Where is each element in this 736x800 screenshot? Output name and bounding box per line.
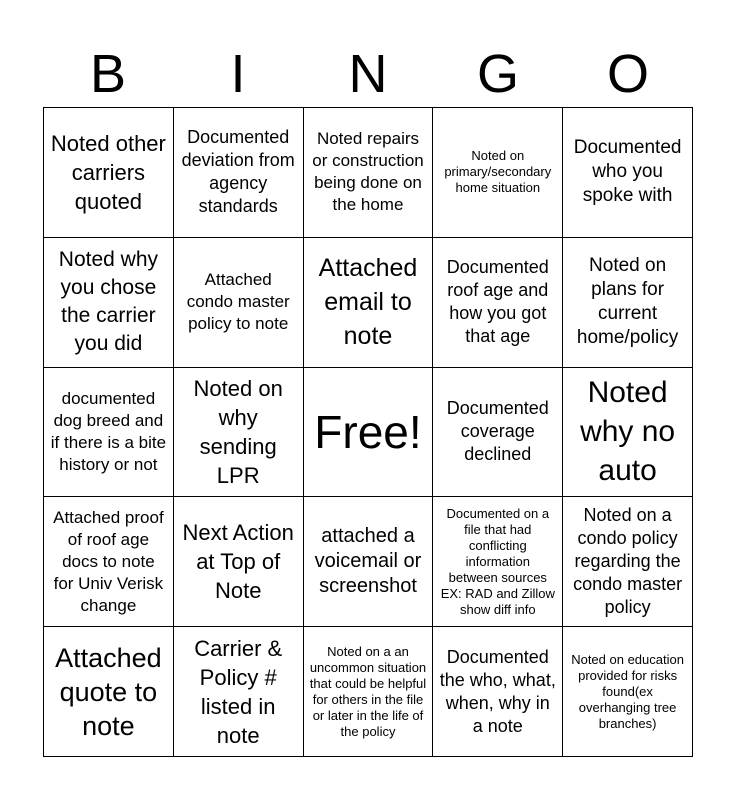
cell-text: Noted why you chose the carrier you did — [58, 248, 158, 356]
cell-text: Noted on why sending LPR — [193, 375, 283, 488]
cell-text: Attached proof of roof age docs to note for Univ Verisk change — [53, 507, 164, 615]
cell-text: Attached email to note — [318, 254, 418, 351]
bingo-cell-r4c4[interactable] — [433, 497, 563, 627]
cell-text: Documented coverage declined — [446, 398, 549, 465]
header-letter-i: I — [230, 44, 246, 104]
bingo-cell-r2c1[interactable] — [44, 238, 174, 368]
bingo-cell-r5c3[interactable] — [304, 627, 434, 757]
bingo-cell-r3c5[interactable] — [563, 368, 693, 498]
cell-text: Documented who you spoke with — [573, 137, 682, 207]
bingo-cell-r5c5[interactable] — [563, 627, 693, 757]
bingo-cell-r4c3[interactable] — [304, 497, 434, 627]
cell-text: Noted other carriers quoted — [50, 130, 166, 214]
bingo-cell-r3c2[interactable] — [174, 368, 304, 498]
cell-text: Noted repairs or construction being done on the home — [312, 129, 424, 215]
bingo-cell-r3c4[interactable] — [433, 368, 563, 498]
cell-text: Documented roof age and how you got that age — [446, 257, 549, 347]
header-letter-n: N — [348, 44, 388, 104]
bingo-cell-r2c5[interactable] — [563, 238, 693, 368]
cell-text: Noted on a condo policy regarding the condo master policy — [573, 505, 683, 618]
bingo-cell-r1c4[interactable] — [433, 108, 563, 238]
cell-text: Documented deviation from agency standards — [181, 127, 295, 217]
cell-text: Carrier & Policy # listed in note — [194, 635, 283, 748]
cell-text: documented dog breed and if there is a bite history or not — [50, 388, 167, 474]
bingo-cell-r5c4[interactable] — [433, 627, 563, 757]
cell-text: Noted on primary/secondary home situation — [444, 148, 552, 196]
cell-text: Noted on education provided for risks found(ex overhanging tree branches) — [571, 651, 684, 731]
bingo-card-grid — [43, 107, 693, 757]
bingo-cell-r5c2[interactable] — [174, 627, 304, 757]
bingo-cell-r4c2[interactable] — [174, 497, 304, 627]
bingo-cell-r3c1[interactable] — [44, 368, 174, 498]
bingo-cell-r2c3[interactable] — [304, 238, 434, 368]
header-letter-g: G — [476, 44, 519, 104]
bingo-cell-r5c1[interactable] — [44, 627, 174, 757]
cell-text: Documented the who, what, when, why in a note — [439, 646, 556, 736]
bingo-cell-r2c4[interactable] — [433, 238, 563, 368]
header-letter-o: O — [606, 44, 649, 104]
bingo-cell-r1c5[interactable] — [563, 108, 693, 238]
bingo-cell-free[interactable] — [304, 368, 434, 498]
bingo-cell-r1c3[interactable] — [304, 108, 434, 238]
bingo-cell-r1c2[interactable] — [174, 108, 304, 238]
cell-text: Noted why no auto — [580, 376, 676, 488]
cell-text: Attached quote to note — [55, 642, 162, 741]
cell-text: Next Action at Top of Note — [182, 520, 294, 604]
bingo-cell-r2c2[interactable] — [174, 238, 304, 368]
cell-text: attached a voicemail or screenshot — [314, 525, 422, 598]
bingo-cell-r4c5[interactable] — [563, 497, 693, 627]
cell-text: Noted on a an uncommon situation that could be helpful for others in the file or later in the life of the policy — [309, 643, 427, 739]
bingo-cell-r4c1[interactable] — [44, 497, 174, 627]
cell-text: Documented on a file that had conflicting information between sources EX: RAD and Zillow show diff info — [440, 505, 555, 617]
cell-text: Attached condo master policy to note — [186, 270, 290, 334]
bingo-cell-r1c1[interactable] — [44, 108, 174, 238]
cell-text: Noted on plans for current home/policy — [576, 255, 679, 349]
cell-text: Free! — [314, 405, 422, 458]
bingo-header — [43, 40, 693, 108]
header-letter-b: B — [89, 44, 127, 104]
